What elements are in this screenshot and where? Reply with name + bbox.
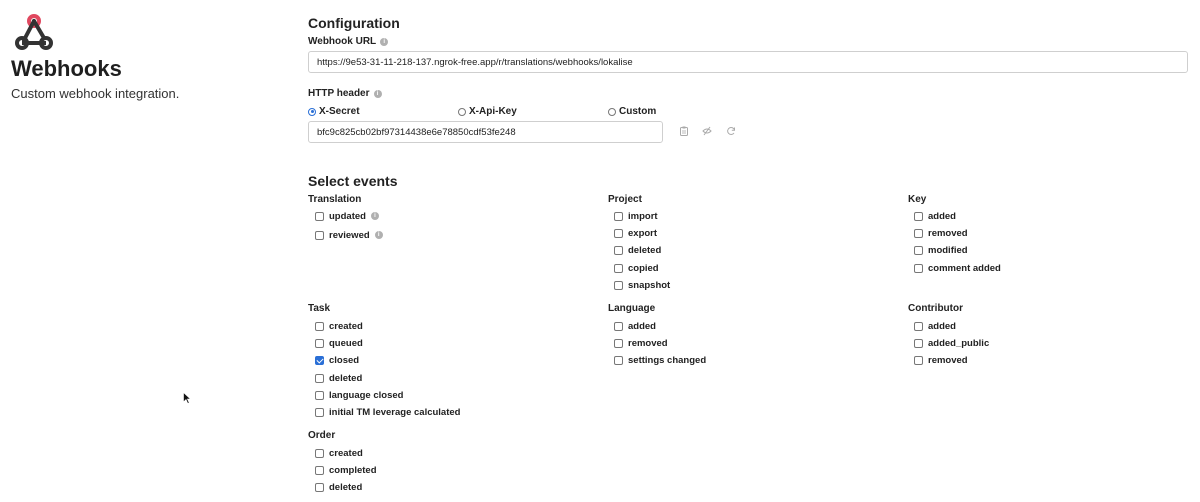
group-key-title: Key [908, 194, 927, 205]
configuration-heading: Configuration [308, 15, 400, 31]
checkbox[interactable] [914, 229, 923, 238]
event-label: modified [928, 244, 968, 256]
checkbox[interactable] [614, 212, 623, 221]
group-project-title: Project [608, 194, 642, 205]
event-contributor-added[interactable] [914, 320, 956, 332]
event-key-added[interactable] [914, 210, 956, 222]
event-label: closed [329, 354, 360, 366]
http-header-label [308, 88, 382, 99]
checkbox[interactable] [315, 449, 324, 458]
info-icon[interactable]: i [375, 231, 383, 239]
event-label: comment added [928, 262, 1001, 274]
event-task-queued[interactable] [315, 337, 363, 349]
webhook-url-label [308, 36, 388, 47]
event-label: completed [329, 464, 377, 476]
select-events-heading: Select events [308, 173, 398, 189]
event-label: removed [628, 337, 668, 349]
checkbox[interactable] [315, 483, 324, 492]
event-key-comment-added[interactable] [914, 262, 1001, 274]
info-icon[interactable]: i [371, 212, 379, 220]
mouse-cursor-icon [183, 392, 191, 404]
event-label: import [628, 210, 658, 222]
checkbox[interactable] [315, 408, 324, 417]
event-label: deleted [329, 372, 363, 384]
event-task-created[interactable] [315, 320, 363, 332]
webhook-logo-icon [11, 10, 57, 56]
checkbox[interactable] [315, 231, 324, 240]
checkbox[interactable] [914, 356, 923, 365]
checkbox[interactable] [315, 374, 324, 383]
webhook-url-label-text: Webhook URL [308, 36, 377, 47]
group-order-title: Order [308, 430, 336, 441]
event-contributor-removed[interactable] [914, 354, 968, 366]
checkbox[interactable] [614, 339, 623, 348]
page-title: Webhooks [11, 56, 122, 81]
checkbox[interactable] [914, 246, 923, 255]
event-order-deleted[interactable] [315, 481, 362, 493]
group-translation-title: Translation [308, 194, 362, 205]
radio-label: Custom [619, 106, 657, 117]
checkbox[interactable] [914, 264, 923, 273]
event-project-export[interactable] [614, 227, 657, 239]
secret-input[interactable] [308, 121, 663, 143]
checkbox[interactable] [614, 246, 623, 255]
checkbox[interactable] [914, 339, 923, 348]
event-label: deleted [628, 244, 662, 256]
event-translation-reviewed[interactable] [315, 229, 383, 241]
checkbox[interactable] [315, 391, 324, 400]
event-language-removed[interactable] [614, 337, 668, 349]
radio-x-secret[interactable] [308, 106, 360, 117]
event-label: language closed [329, 389, 404, 401]
event-label: deleted [329, 481, 363, 493]
radio-custom[interactable] [608, 106, 656, 117]
event-project-copied[interactable] [614, 262, 659, 274]
event-label: added [928, 320, 956, 332]
checkbox-checked[interactable] [315, 356, 324, 365]
group-task-title: Task [308, 303, 331, 314]
event-key-modified[interactable] [914, 244, 968, 256]
page-subtitle: Custom webhook integration. [11, 86, 180, 101]
event-project-import[interactable] [614, 210, 658, 222]
refresh-icon[interactable] [726, 126, 736, 136]
checkbox[interactable] [614, 356, 623, 365]
info-icon[interactable]: i [374, 90, 382, 98]
event-task-closed[interactable] [315, 354, 359, 366]
event-task-deleted[interactable] [315, 372, 362, 384]
checkbox[interactable] [914, 212, 923, 221]
webhook-url-input[interactable] [308, 51, 1188, 73]
eye-slash-icon[interactable] [702, 126, 712, 136]
clipboard-icon[interactable] [679, 126, 689, 136]
radio-button[interactable] [308, 108, 316, 116]
event-task-initial-tm-leverage[interactable] [315, 406, 460, 418]
event-label: reviewed [329, 229, 370, 241]
info-icon[interactable]: i [380, 38, 388, 46]
event-label: created [329, 447, 363, 459]
checkbox[interactable] [614, 322, 623, 331]
event-translation-updated[interactable] [315, 210, 379, 222]
event-label: settings changed [628, 354, 707, 366]
event-label: created [329, 320, 363, 332]
event-order-completed[interactable] [315, 464, 377, 476]
event-label: export [628, 227, 658, 239]
event-project-snapshot[interactable] [614, 279, 670, 291]
checkbox[interactable] [614, 264, 623, 273]
radio-label: X-Secret [319, 106, 360, 117]
event-label: added [628, 320, 656, 332]
event-label: queued [329, 337, 363, 349]
checkbox[interactable] [315, 212, 324, 221]
event-label: initial TM leverage calculated [329, 406, 461, 418]
radio-button[interactable] [458, 108, 466, 116]
event-label: snapshot [628, 279, 671, 291]
event-language-settings-changed[interactable] [614, 354, 706, 366]
radio-x-api-key[interactable] [458, 106, 517, 117]
checkbox[interactable] [315, 322, 324, 331]
checkbox[interactable] [315, 466, 324, 475]
event-order-created[interactable] [315, 447, 363, 459]
radio-label: X-Api-Key [469, 106, 517, 117]
event-language-added[interactable] [614, 320, 656, 332]
checkbox[interactable] [914, 322, 923, 331]
group-contributor-title: Contributor [908, 303, 963, 314]
event-label: updated [329, 210, 366, 222]
event-contributor-added-public[interactable] [914, 337, 989, 349]
event-key-removed[interactable] [914, 227, 968, 239]
checkbox[interactable] [614, 229, 623, 238]
event-label: copied [628, 262, 659, 274]
http-header-label-text: HTTP header [308, 88, 370, 99]
checkbox[interactable] [614, 281, 623, 290]
event-task-language-closed[interactable] [315, 389, 403, 401]
event-project-deleted[interactable] [614, 244, 661, 256]
webhook-url-value: https://9e53-31-11-218-137.ngrok-free.app/r/translations/webhooks/lokalise [317, 56, 633, 68]
secret-value: bfc9c825cb02bf97314438e6e78850cdf53fe248 [317, 126, 516, 138]
event-label: added_public [928, 337, 990, 349]
event-label: added [928, 210, 956, 222]
event-label: removed [928, 227, 968, 239]
checkbox[interactable] [315, 339, 324, 348]
event-label: removed [928, 354, 968, 366]
radio-button[interactable] [608, 108, 616, 116]
group-language-title: Language [608, 303, 656, 314]
